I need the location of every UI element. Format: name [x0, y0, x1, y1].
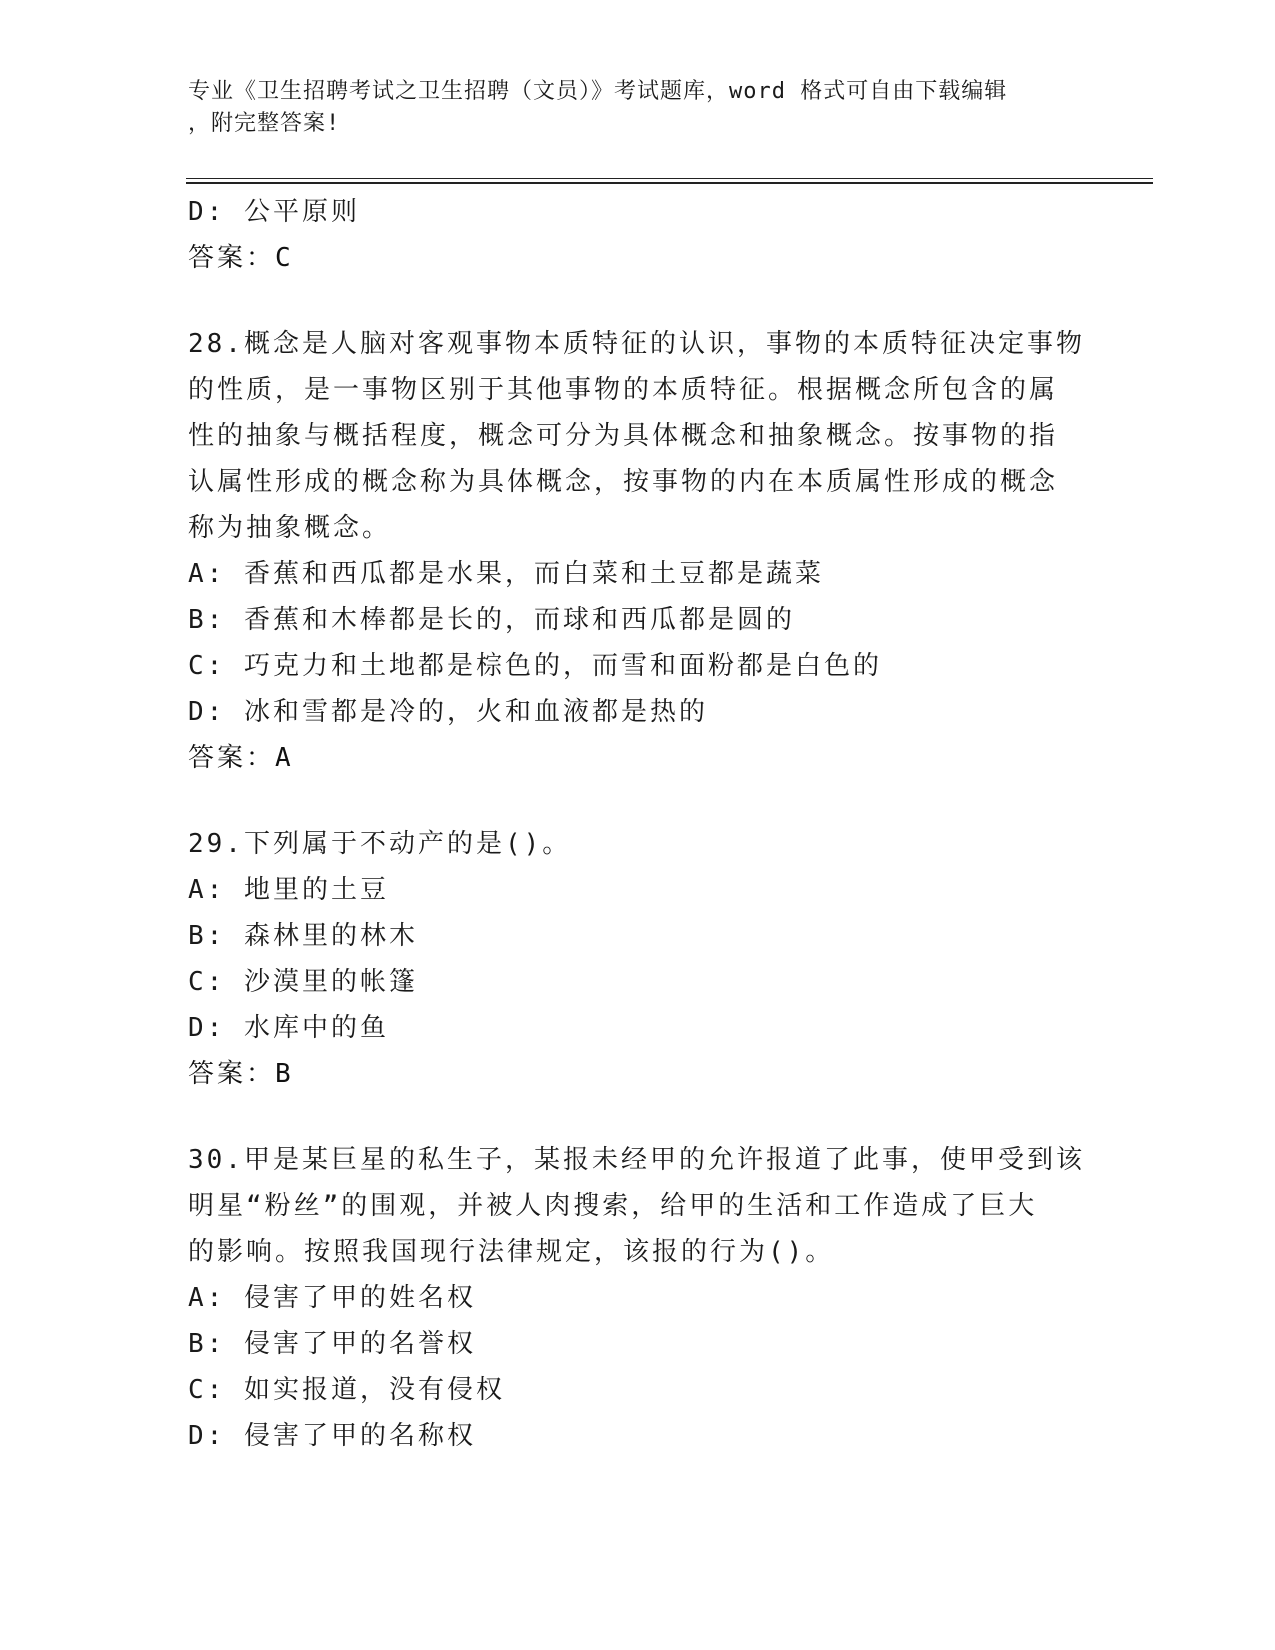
q27-option-d: D: 公平原则 [188, 197, 360, 227]
q29-option-c: C: 沙漠里的帐篷 [188, 967, 418, 997]
q30-option-c: C: 如实报道，没有侵权 [188, 1375, 505, 1405]
q28-answer: 答案：A [188, 743, 294, 773]
spacer [188, 781, 1088, 821]
spacer [188, 281, 1088, 321]
q29-option-a: A: 地里的土豆 [188, 875, 389, 905]
q28-stem-line: 28.概念是人脑对客观事物本质特征的认识，事物的本质特征决定事物 [188, 329, 1085, 359]
question-content [188, 189, 1088, 1459]
question-30 [188, 1137, 1088, 1459]
q28-option-d: D: 冰和雪都是冷的，火和血液都是热的 [188, 697, 708, 727]
q27-answer: 答案：C [188, 243, 294, 273]
q30-stem-line: 的影响。按照我国现行法律规定，该报的行为()。 [188, 1237, 835, 1267]
q29-stem-line: 29.下列属于不动产的是()。 [188, 829, 572, 859]
q30-stem-line: 明星“粉丝”的围观，并被人肉搜索，给甲的生活和工作造成了巨大 [188, 1191, 1038, 1221]
q28-stem-line: 的性质，是一事物区别于其他事物的本质特征。根据概念所包含的属 [188, 375, 1059, 405]
q30-option-a: A: 侵害了甲的姓名权 [188, 1283, 476, 1313]
q29-answer: 答案：B [188, 1059, 294, 1089]
header-rule-thin [186, 178, 1153, 179]
q28-stem-line: 认属性形成的概念称为具体概念，按事物的内在本质属性形成的概念 [188, 467, 1059, 497]
q28-stem-line: 性的抽象与概括程度，概念可分为具体概念和抽象概念。按事物的指 [188, 421, 1059, 451]
document-header [188, 76, 1088, 140]
q29-option-b: B: 森林里的林木 [188, 921, 418, 951]
q30-option-b: B: 侵害了甲的名誉权 [188, 1329, 476, 1359]
header-line-1: 专业《卫生招聘考试之卫生招聘（文员）》考试题库，word 格式可自由下载编辑 [188, 79, 1008, 104]
q30-option-d: D: 侵害了甲的名称权 [188, 1421, 476, 1451]
question-29 [188, 821, 1088, 1097]
q28-option-b: B: 香蕉和木棒都是长的，而球和西瓜都是圆的 [188, 605, 795, 635]
question-28 [188, 321, 1088, 781]
q30-stem-line: 30.甲是某巨星的私生子，某报未经甲的允许报道了此事，使甲受到该 [188, 1145, 1085, 1175]
q29-option-d: D: 水库中的鱼 [188, 1013, 389, 1043]
spacer [188, 1097, 1088, 1137]
q28-option-c: C: 巧克力和土地都是棕色的，而雪和面粉都是白色的 [188, 651, 882, 681]
header-line-2: ，附完整答案! [188, 111, 341, 136]
q28-stem-line: 称为抽象概念。 [188, 513, 392, 543]
question-27 [188, 189, 1088, 281]
q28-option-a: A: 香蕉和西瓜都是水果，而白菜和土豆都是蔬菜 [188, 559, 824, 589]
header-rule-thick [186, 182, 1153, 184]
